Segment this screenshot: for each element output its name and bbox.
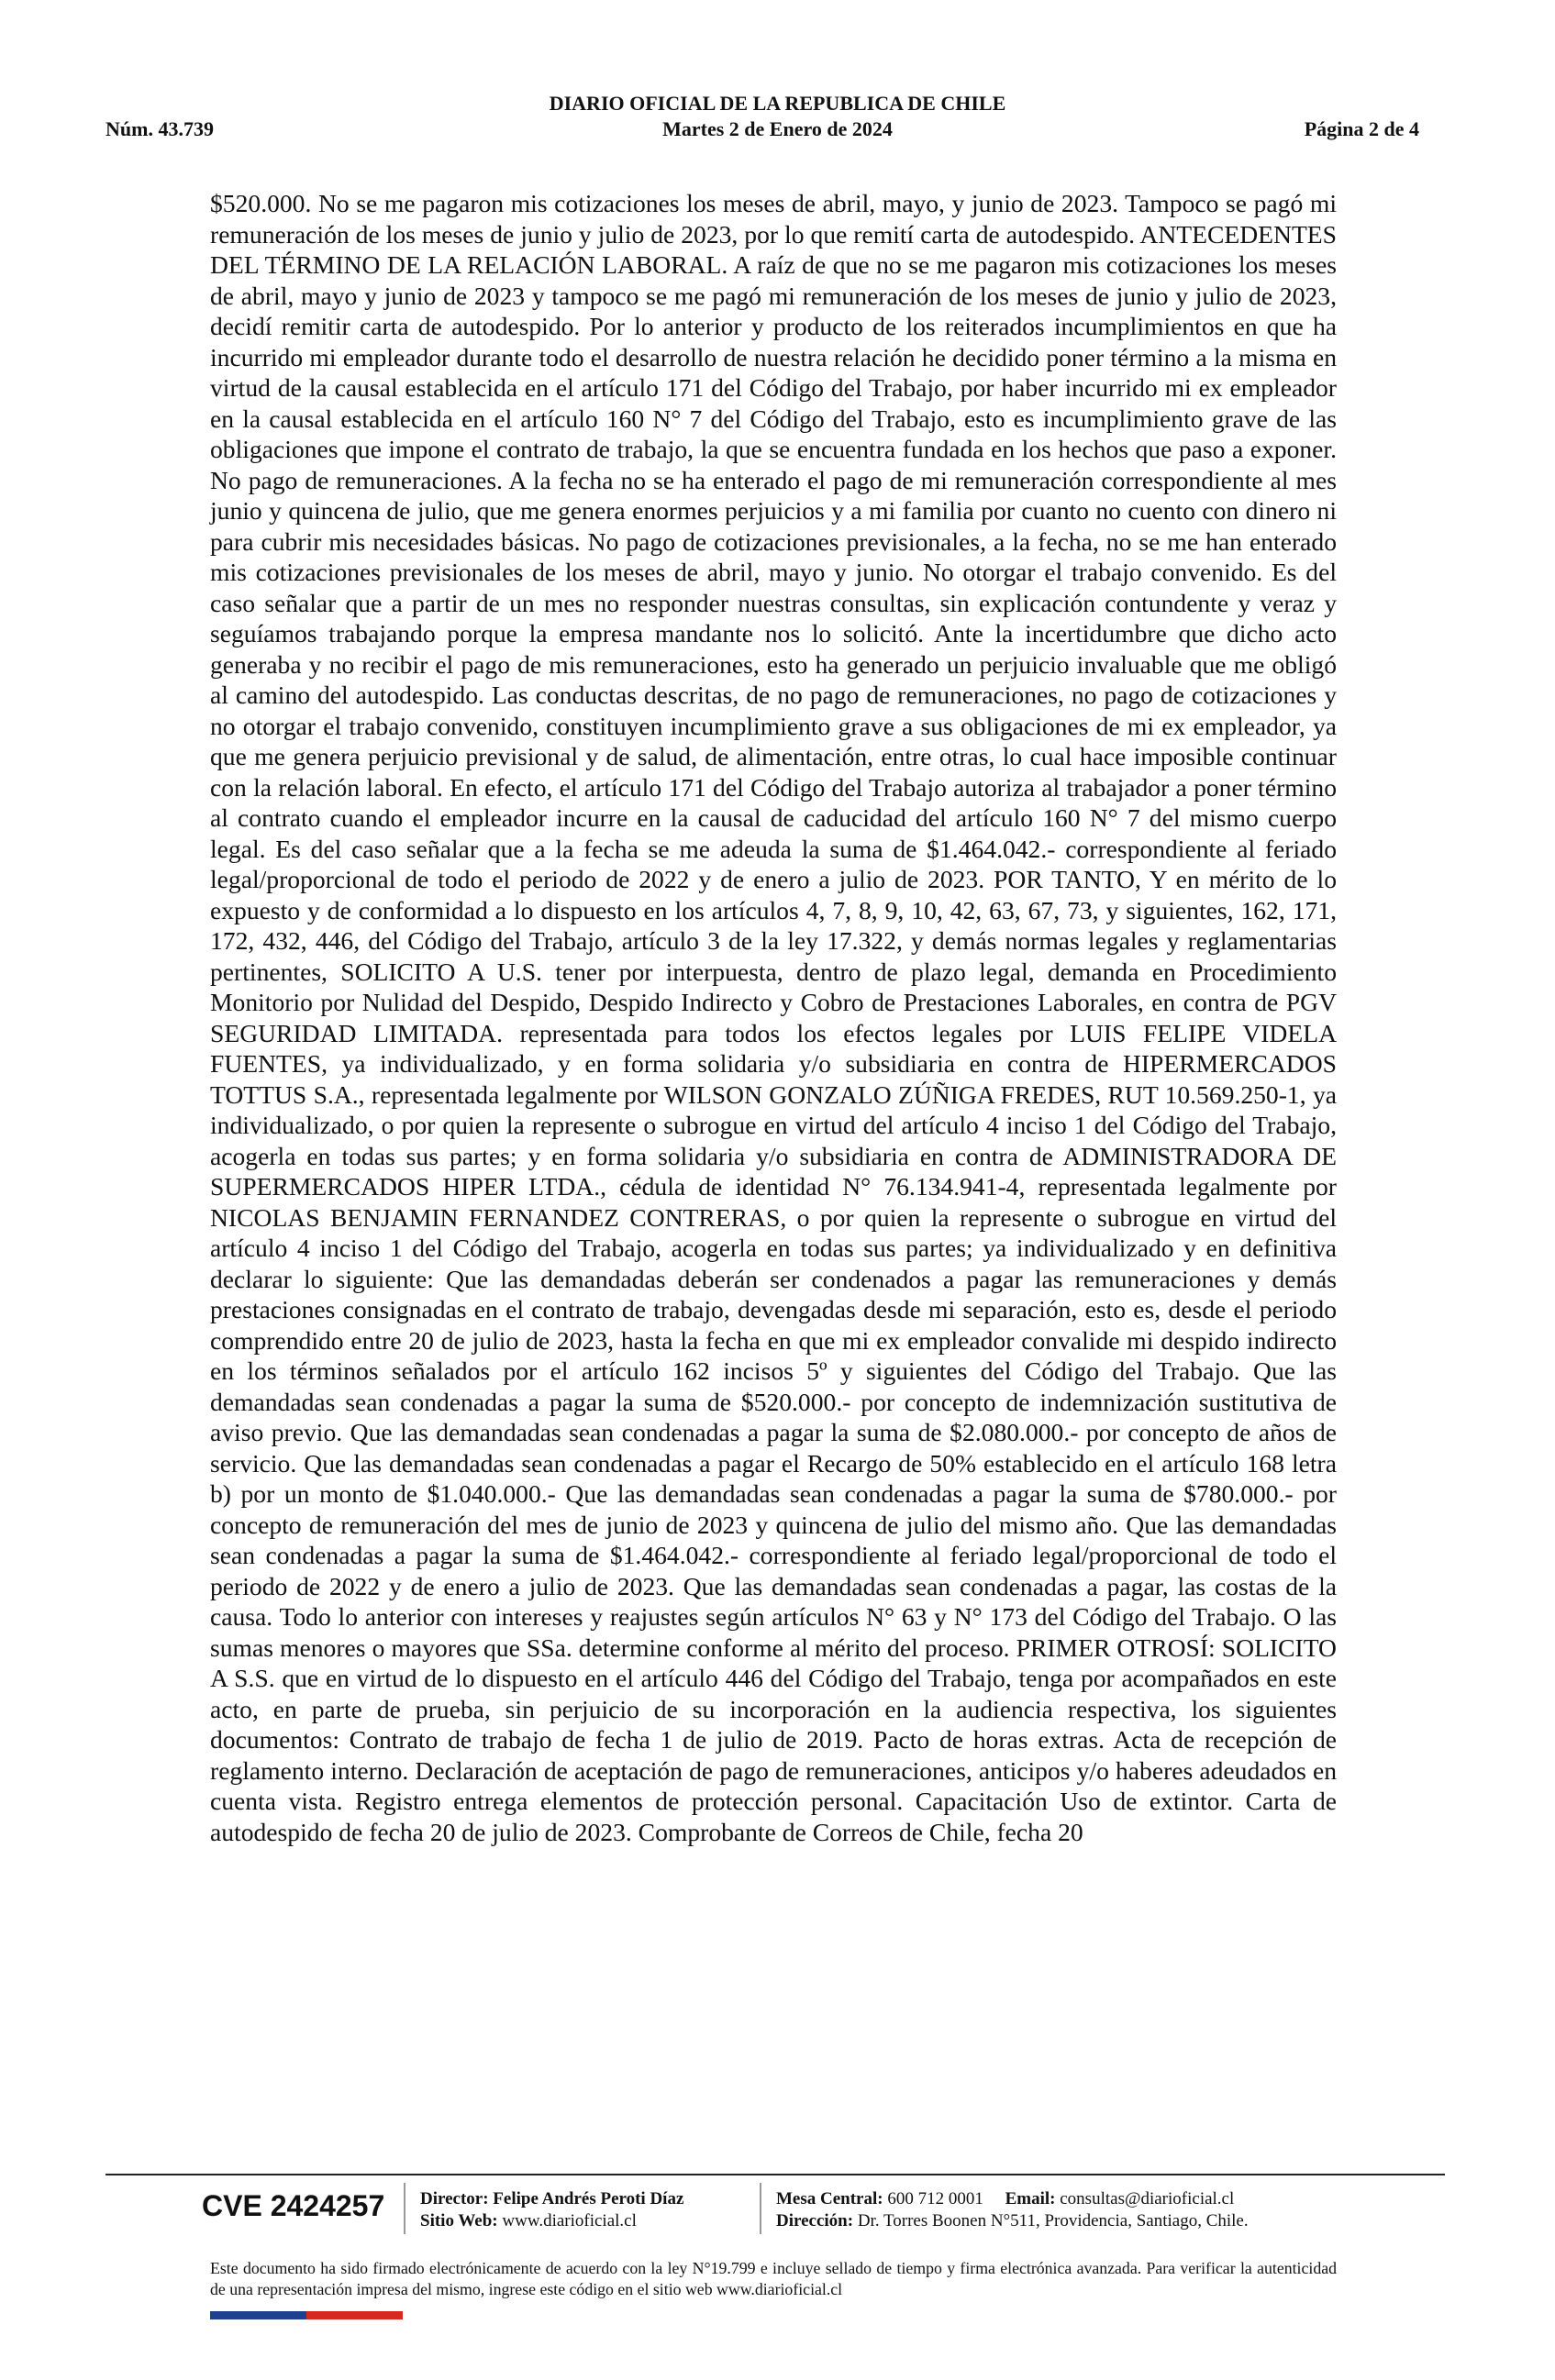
footer-separator xyxy=(404,2183,405,2234)
contact-info xyxy=(776,2188,1249,2232)
newspaper-title: DIARIO OFICIAL DE LA REPUBLICA DE CHILE xyxy=(549,92,1006,115)
page-number: Página 2 de 4 xyxy=(1304,117,1419,140)
page-header xyxy=(0,90,1555,154)
address-value: Dr. Torres Boonen N°511, Providencia, Santiago, Chile. xyxy=(857,2211,1249,2231)
document-body xyxy=(210,188,1337,1847)
flag-blue-segment xyxy=(210,2311,306,2319)
body-paragraph: $520.000. No se me pagaron mis cotizaciones los meses de abril, mayo, y junio de 2023. Tampoco se pagó mi remuneración de los meses de junio y julio de 2023, por lo que remití carta de autodespido. ANTECEDENTES DEL TÉRMINO DE LA RELACIÓN LABORAL. A raíz de que no se me pagaron mis cotizaciones los meses de abril, mayo y junio de 2023 y tampoco se me pagó mi remuneración de los meses de junio y julio de 2023, decidí remitir carta de autodespido. Por lo anterior y producto de los reiterados incumplimientos en que ha incurrido mi empleador durante todo el desarrollo de nuestra relación he decidido poner término a la misma en virtud de la causal establecida en el artículo 171 del Código del Trabajo, por haber incurrido mi ex empleador en la causal establecida en el artículo 160 N° 7 del Código del Trabajo, esto es incumplimiento grave de las obligaciones que impone el contrato de trabajo, la que se encuentra fundada en los hechos que paso a exponer. No pago de remuneraciones. A la fecha no se ha enterado el pago de mi remuneración correspondiente al mes junio y quincena de julio, que me genera enormes perjuicios y a mi familia por cuanto no cuento con dinero ni para cubrir mis necesidades básicas. No pago de cotizaciones previsionales, a la fecha, no se me han enterado mis cotizaciones previsionales de los meses de abril, mayo y junio. No otorgar el trabajo convenido. Es del caso señalar que a partir de un mes no responder nuestras consultas, sin explicación contundente y veraz y seguíamos trabajando porque la empresa mandante nos lo solicitó. Ante la incertidumbre que dicho acto generaba y no recibir el pago de mis remuneraciones, esto ha generado un perjuicio invaluable que me obligó al camino del autodespido. Las conductas descritas, de no pago de remuneraciones, no pago de cotizaciones y no otorgar el trabajo convenido, constituyen incumplimiento grave a sus obligaciones de mi ex empleador, ya que me genera perjuicio previsional y de salud, de alimentación, entre otras, lo cual hace imposible continuar con la relación laboral. En efecto, el artículo 171 del Código del Trabajo autoriza al trabajador a poner término al contrato cuando el empleador incurre en la causal de caducidad del artículo 160 N° 7 del mismo cuerpo legal. Es del caso señalar que a la fecha se me adeuda la suma de $1.464.042.- correspondiente al feriado legal/proporcional de todo el periodo de 2022 y de enero a julio de 2023. POR TANTO, Y en mérito de lo expuesto y de conformidad a lo dispuesto en los artículos 4, 7, 8, 9, 10, 42, 63, 67, 73, y siguientes, 162, 171, 172, 432, 446, del Código del Trabajo, artículo 3 de la ley 17.322, y demás normas legales y reglamentarias pertinentes, SOLICITO A U.S. tener por interpuesta, dentro de plazo legal, demanda en Procedimiento Monitorio por Nulidad del Despido, Despido Indirecto y Cobro de Prestaciones Laborales, en contra de PGV SEGURIDAD LIMITADA. representada para todos los efectos legales por LUIS FELIPE VIDELA FUENTES, ya individualizado, y en forma solidaria y/o subsidiaria en contra de HIPERMERCADOS TOTTUS S.A., representada legalmente por WILSON GONZALO ZÚÑIGA FREDES, RUT 10.569.250-1, ya individualizado, o por quien la represente o subrogue en virtud del artículo 4 inciso 1 del Código del Trabajo, acogerla en todas sus partes; y en forma solidaria y/o subsidiaria en contra de ADMINISTRADORA DE SUPERMERCADOS HIPER LTDA., cédula de identidad N° 76.134.941-4, representada legalmente por NICOLAS BENJAMIN FERNANDEZ CONTRERAS, o por quien la represente o subrogue en virtud del artículo 4 inciso 1 del Código del Trabajo, acogerla en todas sus partes; ya individualizado y en definitiva declarar lo siguiente: Que las demandadas deberán ser condenados a pagar las remuneraciones y demás prestaciones consignadas en el contrato de trabajo, devengadas desde mi separación, esto es, desde el periodo comprendido entre 20 de julio de 2023, hasta la fecha en que mi ex empleador convalide mi despido indirecto en los términos señalados por el artículo 162 incisos 5º y siguientes del Código del Trabajo. Que las demandadas sean condenadas a pagar la suma de $520.000.- por concepto de indemnización sustitutiva de aviso previo. Que las demandadas sean condenadas a pagar la suma de $2.080.000.- por concepto de años de servicio. Que las demandadas sean condenadas a pagar el Recargo de 50% establecido en el artículo 168 letra b) por un monto de $1.040.000.- Que las demandadas sean condenadas a pagar la suma de $780.000.- por concepto de remuneración del mes de junio de 2023 y quincena de julio del mismo año. Que las demandadas sean condenadas a pagar la suma de $1.464.042.- correspondiente al feriado legal/proporcional de todo el periodo de 2022 y de enero a julio de 2023. Que las demandadas sean condenadas a pagar, las costas de la causa. Todo lo anterior con intereses y reajustes según artículos N° 63 y N° 173 del Código del Trabajo. O las sumas menores o mayores que SSa. determine conforme al mérito del proceso. PRIMER OTROSÍ: SOLICITO A S.S. que en virtud de lo dispuesto en el artículo 446 del Código del Trabajo, tenga por acompañados en este acto, en parte de prueba, sin perjuicio de su incorporación en la audiencia respectiva, los siguientes documentos: Contrato de trabajo de fecha 1 de julio de 2019. Pacto de horas extras. Acta de recepción de reglamento interno. Declaración de aceptación de pago de remuneraciones, anticipos y/o haberes adeudados en cuenta vista. Registro entrega elementos de protección personal. Capacitación Uso de extintor. Carta de autodespido de fecha 20 de julio de 2023. Comprobante de Correos de Chile, fecha 20 xyxy=(210,189,1337,1846)
website-label: Sitio Web: xyxy=(420,2211,498,2231)
signature-notice: Este documento ha sido firmado electrónicamente de acuerdo con la ley N°19.799 e incluye sellado de tiempo y firma electrónica avanzada. Para verificar la autenticidad de una representación impresa del mismo, ingrese este código en el sitio web www.diarioficial.cl xyxy=(210,2259,1337,2298)
flag-red-segment xyxy=(306,2311,403,2319)
mesa-label: Mesa Central: xyxy=(776,2189,883,2208)
footer-separator xyxy=(760,2183,761,2234)
director-name: Felipe Andrés Peroti Díaz xyxy=(493,2189,684,2208)
director-info xyxy=(420,2188,683,2232)
cve-code: CVE 2424257 xyxy=(202,2189,385,2222)
chile-flag-stripe xyxy=(210,2311,403,2319)
issue-date: Martes 2 de Enero de 2024 xyxy=(662,117,893,140)
mesa-phone: 600 712 0001 xyxy=(887,2189,983,2208)
email-link[interactable]: consultas@diarioficial.cl xyxy=(1060,2189,1235,2208)
email-label: Email: xyxy=(1005,2189,1056,2208)
issue-number: Núm. 43.739 xyxy=(106,117,214,140)
director-label: Director: xyxy=(420,2189,489,2208)
footer-divider xyxy=(106,2174,1445,2175)
address-label: Dirección: xyxy=(776,2211,854,2231)
website-link[interactable]: www.diarioficial.cl xyxy=(502,2211,637,2231)
